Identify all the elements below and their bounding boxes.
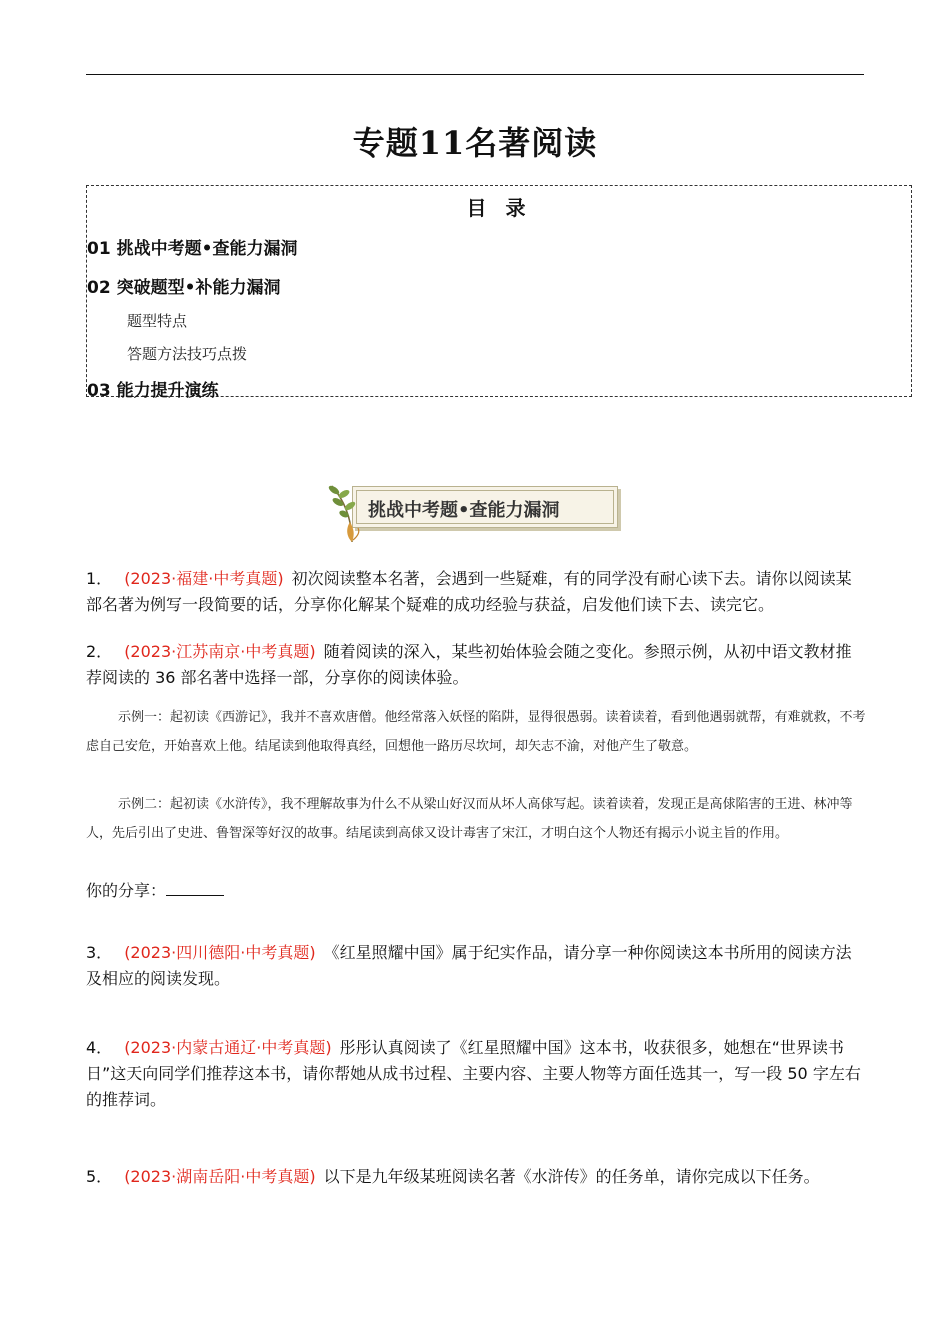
question-source: (2023·湖南岳阳·中考真题) (124, 1167, 316, 1186)
question-source: (2023·四川德阳·中考真题) (124, 943, 316, 962)
answer-prompt: 你的分享： (86, 881, 167, 900)
example-1 (86, 703, 876, 761)
page-title: 专题11名著阅读 (352, 124, 598, 162)
question-number: 2． (86, 642, 113, 661)
question-text: 以下是九年级某班阅读名著《水浒传》的任务单，请你完成以下任务。 (323, 1167, 820, 1186)
toc-subitem-answer-methods[interactable]: 答题方法技巧点拨 (127, 345, 248, 363)
question-text: 随着阅读的深入，某些初始体验会随之变化。参照示例，从初中语文教材推荐阅读的 36 部名著中选择一部，分享你的阅读体验。 (86, 642, 852, 687)
section-banner (322, 480, 632, 544)
example-2-text: 示例二：起初读《水浒传》，我不理解故事为什么不从梁山好汉而从坏人高俅写起。读着读着，发现正是高俅陷害的王进、林冲等人，先后引出了史进、鲁智深等好汉的故事。结尾读到高俅又设计毒害了宋江，才明白这个人物还有揭示小说主旨的作用。 (86, 797, 853, 841)
question-text: 彤彤认真阅读了《红星照耀中国》这本书，收获很多，她想在“世界读书日”这天向同学们推荐这本书，请你帮她从成书过程、主要内容、主要人物等方面任选其一，写一段 50 字左右的推荐词。 (86, 1038, 861, 1109)
question-number: 5． (86, 1167, 113, 1186)
header-rule (86, 74, 864, 75)
question-number: 3． (86, 943, 113, 962)
question-number: 4． (86, 1038, 113, 1057)
question-text: 《红星照耀中国》属于纪实作品，请分享一种你阅读这本书所用的阅读方法及相应的阅读发现。 (86, 943, 852, 988)
question-source: (2023·内蒙古通辽·中考真题) (124, 1038, 332, 1057)
question-source: (2023·福建·中考真题) (124, 569, 284, 588)
example-2 (86, 790, 876, 848)
example-1-text: 示例一：起初读《西游记》，我并不喜欢唐僧。他经常落入妖怪的陷阱，显得很愚弱。读着读着，看到他遇弱就帮，有难就救，不考虑自己安危，开始喜欢上他。结尾读到他取得真经，回想他一路历尽坎坷，却矢志不渝，对他产生了敬意。 (86, 710, 866, 754)
toc-heading: 目 录 (466, 196, 532, 220)
question-4 (86, 1035, 864, 1113)
question-text: 初次阅读整本名著，会遇到一些疑难，有的同学没有耐心读下去。请你以阅读某部名著为例写一段简要的话，分享你化解某个疑难的成功经验与获益，启发他们读下去、读完它。 (86, 569, 852, 614)
answer-blank[interactable] (166, 881, 224, 896)
toc-item-03[interactable]: 03 能力提升演练 (87, 381, 219, 401)
answer-line (86, 878, 864, 904)
table-of-contents (86, 185, 912, 401)
toc-subitem-question-features[interactable]: 题型特点 (127, 312, 188, 330)
question-number: 1． (86, 569, 113, 588)
banner-label: 挑战中考题•查能力漏洞 (368, 500, 560, 521)
toc-item-01[interactable]: 01 挑战中考题•查能力漏洞 (87, 239, 298, 259)
question-2 (86, 639, 864, 691)
toc-item-02[interactable]: 02 突破题型•补能力漏洞 (87, 278, 281, 298)
question-1 (86, 566, 864, 618)
question-source: (2023·江苏南京·中考真题) (124, 642, 316, 661)
question-3 (86, 940, 864, 992)
question-5 (86, 1164, 864, 1190)
